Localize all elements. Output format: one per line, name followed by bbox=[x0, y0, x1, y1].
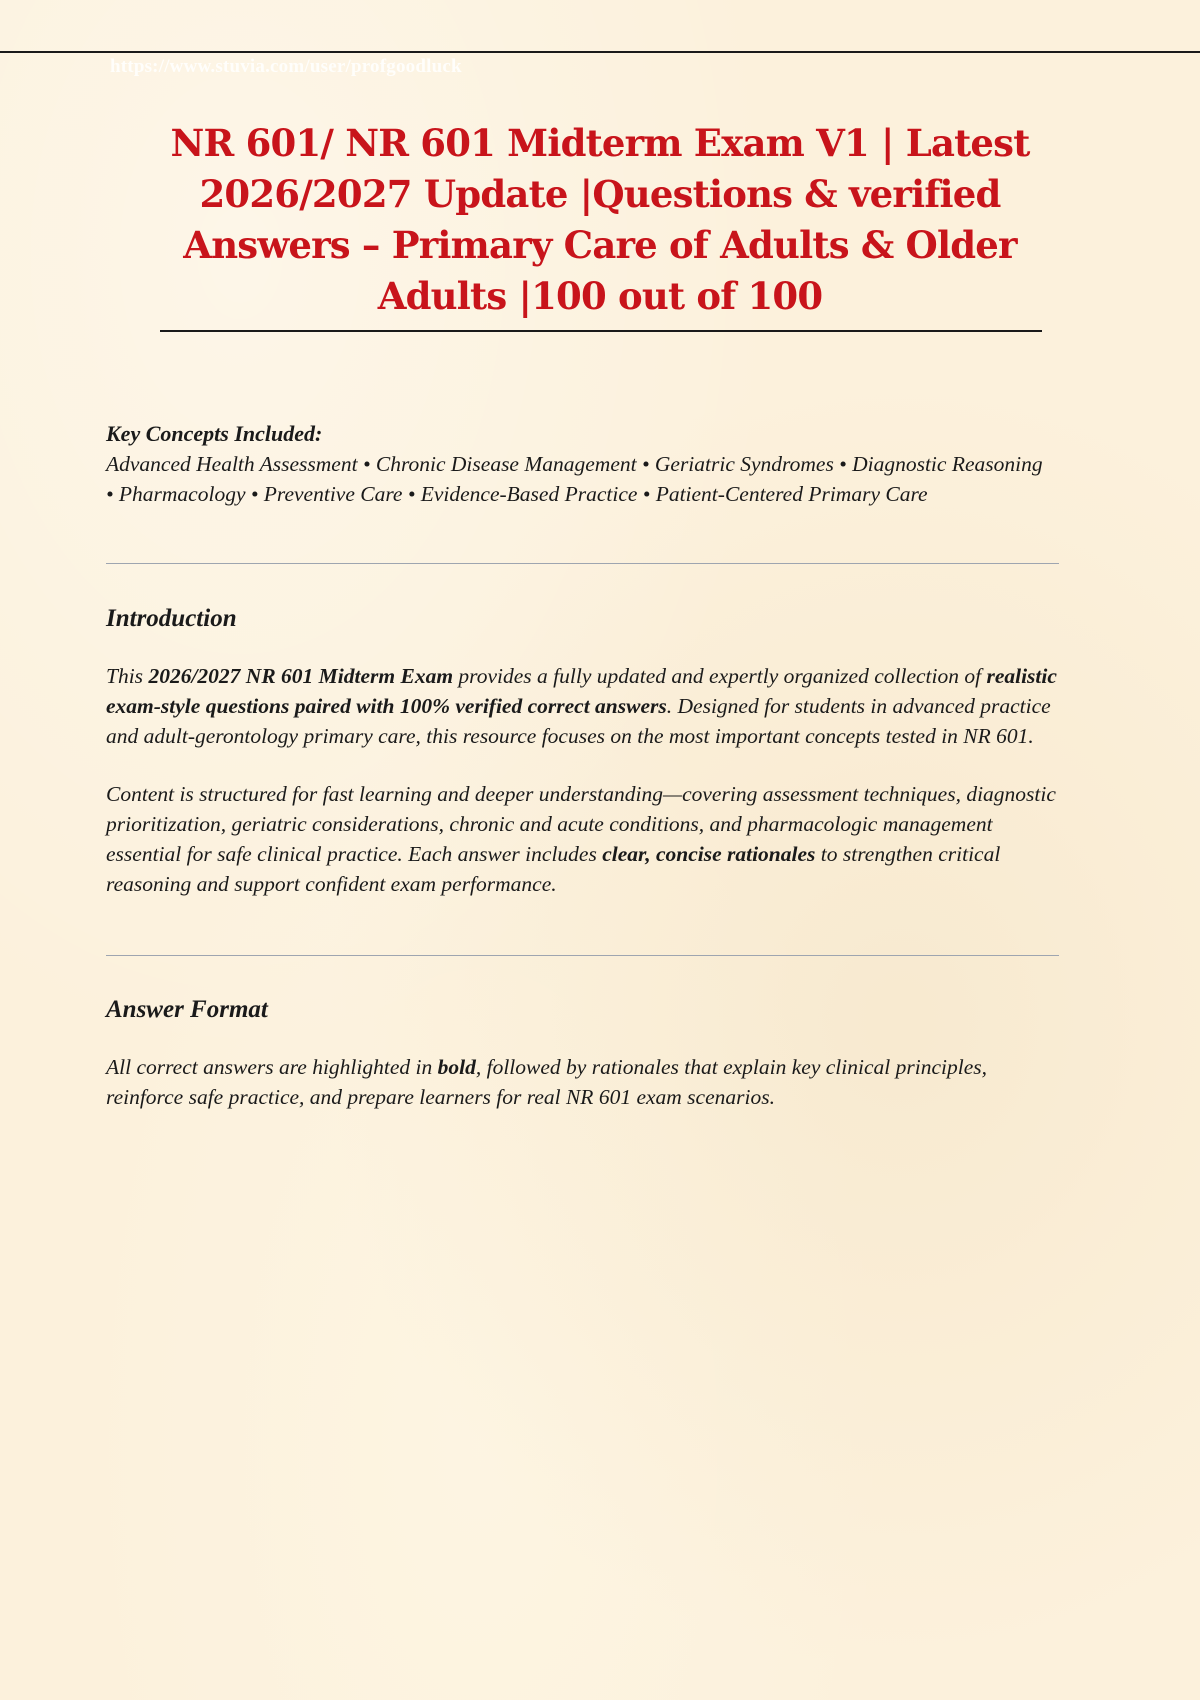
answer-format-paragraph bbox=[106, 1052, 1066, 1112]
intro-p2-text-2: to strengthen critical reasoning and support confident exam performance. bbox=[106, 842, 1001, 896]
answer-format-text-2: , followed by rationales that explain key clinical principles, reinforce safe practice, and prepare learners for real NR 601 exam scenarios. bbox=[106, 1055, 987, 1109]
intro-p1-text-3: . Designed for students in advanced practice and adult-gerontology primary care, this resource focuses on the most important concepts tested in NR 601. bbox=[106, 694, 1051, 748]
title-underline bbox=[160, 330, 1042, 332]
introduction-heading: Introduction bbox=[106, 605, 237, 632]
intro-p1-text-2: provides a fully updated and expertly organized collection of bbox=[453, 664, 987, 688]
intro-p2-bold-1: clear, concise rationales bbox=[602, 842, 816, 866]
document-body bbox=[106, 419, 1066, 1112]
intro-p1-bold-2: realistic exam-style questions paired with 100% verified correct answers bbox=[106, 664, 1057, 718]
section-divider bbox=[106, 955, 1059, 956]
introduction-paragraph-1 bbox=[106, 661, 1066, 751]
answer-format-text-1: All correct answers are highlighted in bbox=[106, 1055, 438, 1079]
answer-format-section bbox=[106, 994, 1066, 1112]
source-url-watermark: https://www.stuvia.com/user/profgoodluck bbox=[110, 56, 462, 77]
intro-p2-text-1: Content is structured for fast learning and deeper understanding—covering assessment techniques, diagnostic prioritization, geriatric considerations, chronic and acute conditions, and pharmacologic management essential for safe clinical practice. Each answer includes bbox=[106, 782, 1056, 866]
section-divider bbox=[106, 563, 1059, 564]
header-divider bbox=[0, 51, 1200, 53]
key-concepts-list: Advanced Health Assessment • Chronic Disease Management • Geriatric Syndromes • Diagnostic Reasoning • Pharmacology • Preventive Care • Evidence-Based Practice • Patient-Centered Primary Care bbox=[106, 452, 1043, 506]
key-concepts-heading: Key Concepts Included: bbox=[106, 421, 323, 446]
intro-p1-bold-1: 2026/2027 NR 601 Midterm Exam bbox=[148, 664, 454, 688]
key-concepts-section bbox=[106, 419, 1066, 509]
answer-format-heading: Answer Format bbox=[106, 996, 268, 1023]
document-title: NR 601/ NR 601 Midterm Exam V1 | Latest 2026/2027 Update |Questions & verified Answers – Primary Care of Adults & Older Adults |100 out of 100 bbox=[170, 121, 1030, 318]
introduction-paragraph-2 bbox=[106, 779, 1066, 899]
answer-format-bold-1: bold bbox=[437, 1055, 476, 1079]
introduction-section bbox=[106, 603, 1066, 899]
intro-p1-text-1: This bbox=[106, 664, 149, 688]
